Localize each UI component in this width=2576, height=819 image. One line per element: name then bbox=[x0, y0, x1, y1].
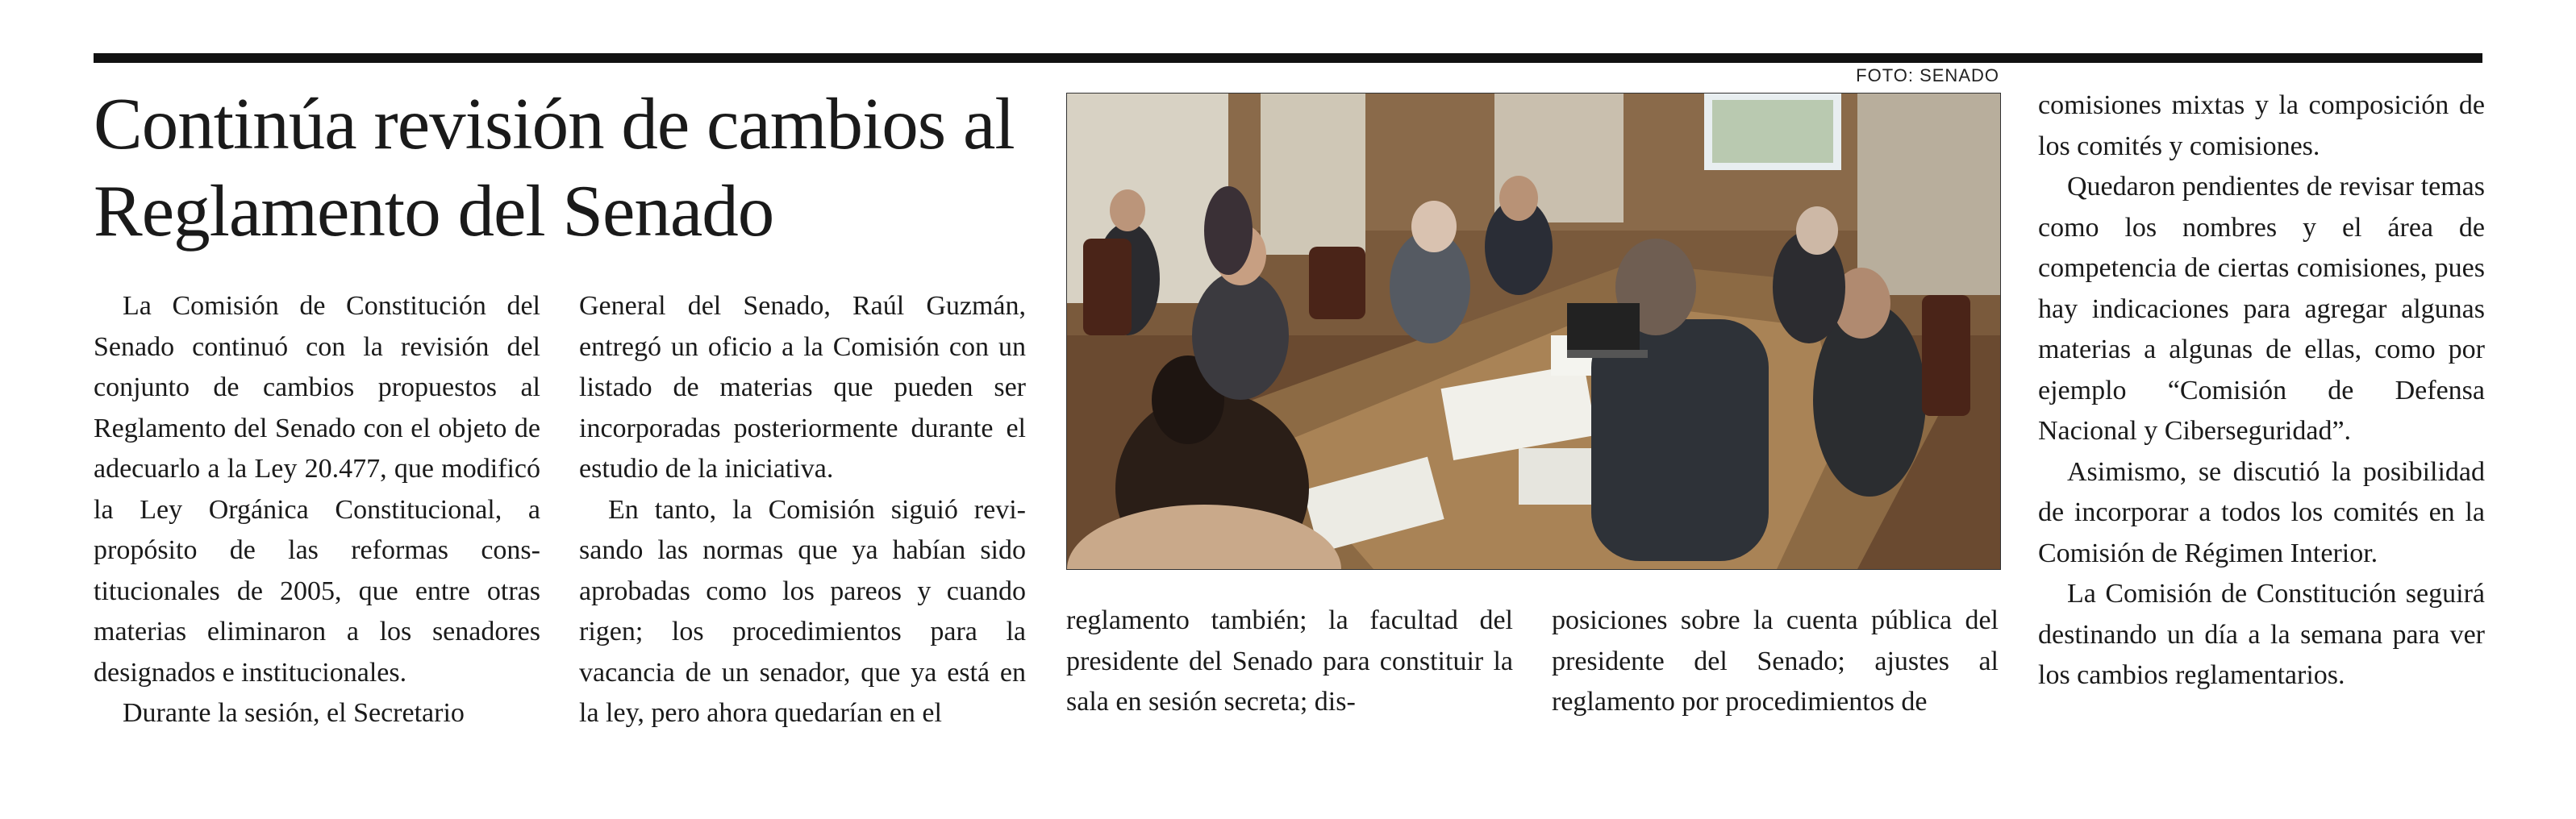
headline: Continúa revisión de cambios al Reglamento del Senado bbox=[94, 83, 1015, 252]
article-column-1 bbox=[94, 286, 540, 734]
paragraph: posiciones sobre la cuenta pública del presidente del Senado; ajustes al reglamento por procedimientos de bbox=[1552, 605, 1999, 717]
photo-credit: FOTO: SENADO bbox=[1856, 65, 1999, 85]
paragraph: Durante la sesión, el Secretario bbox=[123, 698, 465, 728]
article-column-5 bbox=[2038, 85, 2485, 696]
paragraph: comisiones mixtas y la composición de los comités y comisiones. bbox=[2038, 90, 2485, 161]
article-column-2 bbox=[579, 286, 1026, 734]
article-column-3 bbox=[1066, 601, 1513, 723]
paragraph: En tanto, la Comisión siguió revisando las normas que ya habían sido aprobadas como los pareos y cuando rigen; los procedimientos para la vacancia de un senador, que ya está en la ley, pero ahora quedarían en el bbox=[579, 494, 1026, 728]
paragraph: La Comisión de Constitución del Senado continuó con la revisión del conjunto de cambios propuestos al Reglamento del Senado con el objeto de adecuarlo a la Ley 20.477, que modificó la Ley Orgánica Constitucional, a propósito de las reformas constitucionales de 2005, que entre otras materias eliminaron a los senadores designados e institucionales. bbox=[94, 291, 540, 688]
paragraph: Quedaron pendientes de revisar temas como los nombres y el área de competencia de ciertas comisiones, pues hay indicaciones para agregar algunas materias a algunas de ellas, como por ejemplo “Comisión de Defensa Nacional y Ciberseguridad”. bbox=[2038, 172, 2485, 446]
paragraph: Asimismo, se discutió la posibilidad de incorporar a todos los comités en la Comisión de Régimen Interior. bbox=[2038, 456, 2485, 568]
top-rule bbox=[94, 53, 2482, 63]
news-photo bbox=[1066, 93, 2001, 570]
paragraph: General del Senado, Raúl Guzmán, entregó un oficio a la Comisión con un listado de materias que pueden ser incorporadas posteriormente durante el estudio de la iniciativa. bbox=[579, 291, 1026, 484]
paragraph: reglamento también; la facultad del presidente del Senado para constituir la sala en sesión secreta; dis- bbox=[1066, 605, 1513, 717]
article-column-4 bbox=[1552, 601, 1999, 723]
paragraph: La Comisión de Constitución seguirá destinando un día a la semana para ver los cambios reglamentarios. bbox=[2038, 579, 2485, 690]
